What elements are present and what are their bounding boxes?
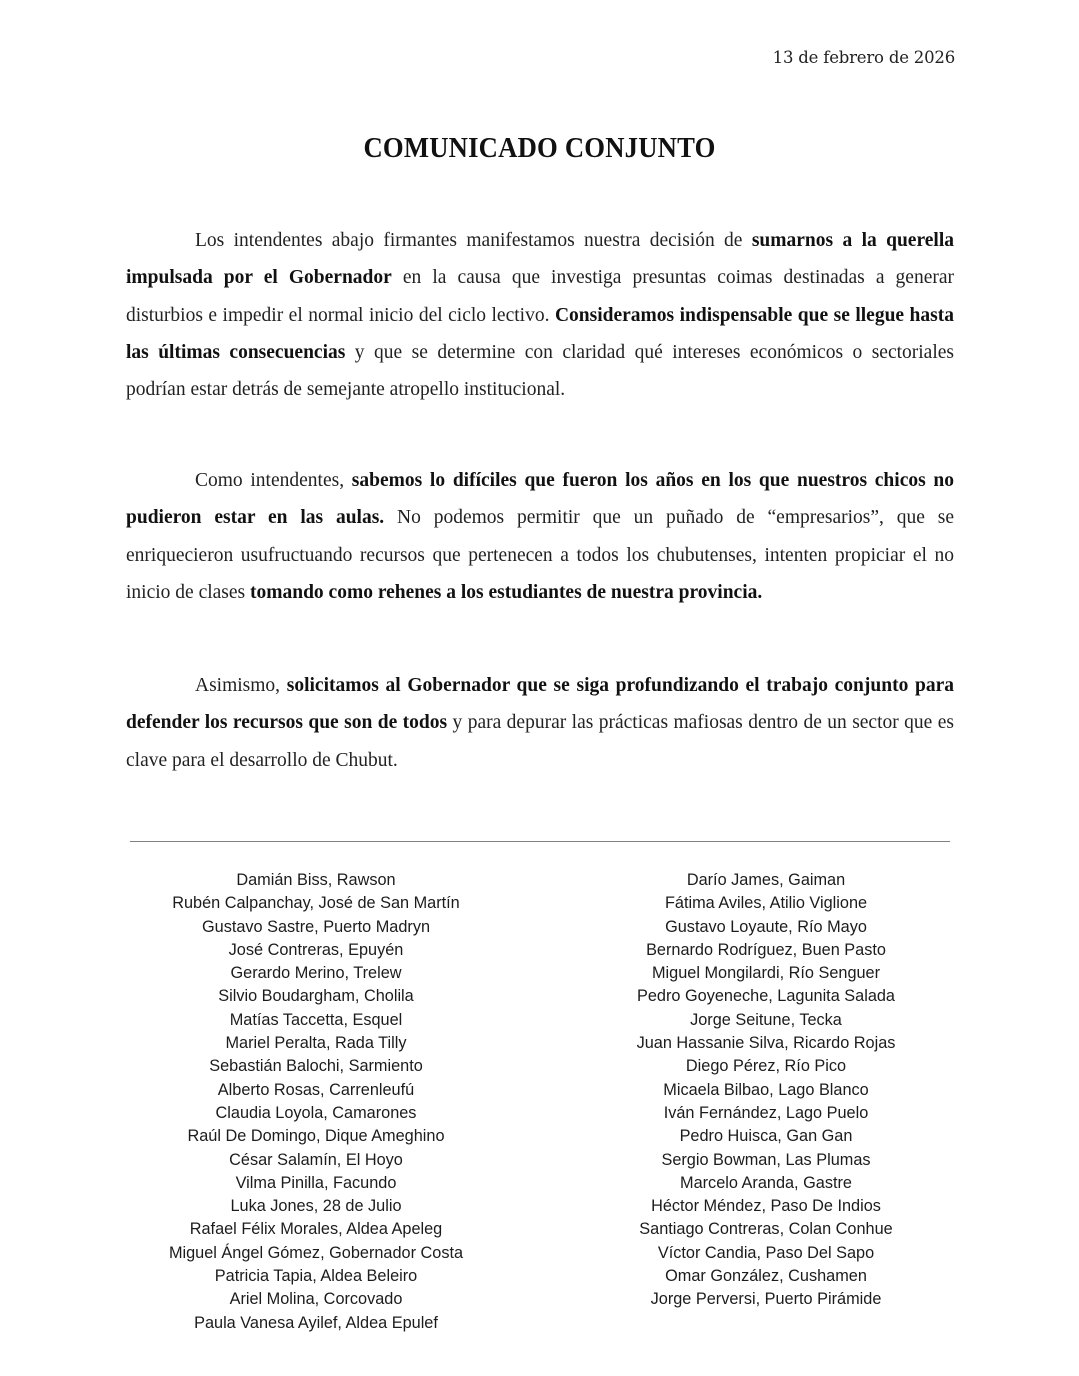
paragraph-text xyxy=(126,667,954,779)
text-segment: y que se determine con claridad qué intereses económicos o sectoriales podrían estar detrás de semejante atropello institucional. xyxy=(126,341,955,401)
signatory: Sergio Bowman, Las Plumas xyxy=(661,1150,871,1169)
signatory: Paula Vanesa Ayilef, Aldea Epulef xyxy=(194,1313,438,1332)
signatory: Miguel Ángel Gómez, Gobernador Costa xyxy=(168,1243,464,1262)
paragraph-text xyxy=(126,222,954,408)
paragraph-3 xyxy=(126,667,954,779)
signatory: Mariel Peralta, Rada Tilly xyxy=(225,1034,407,1053)
signatory: Jorge Perversi, Puerto Pirámide xyxy=(650,1290,882,1309)
signatories-left-column xyxy=(140,869,492,1335)
signatory: Micaela Bilbao, Lago Blanco xyxy=(663,1080,869,1099)
paragraph-2 xyxy=(126,462,954,611)
bold-segment: solicitamos al Gobernador que se siga profundizando el trabajo conjunto para defender los recursos que son de todos xyxy=(126,675,955,734)
signature-divider xyxy=(130,841,950,842)
bold-segment: sumarnos a la querella impulsada por el Gobernador xyxy=(126,230,954,289)
text-segment: Asimismo, xyxy=(195,675,287,696)
text-segment: Como intendentes, xyxy=(195,470,352,491)
bold-segment: tomando como rehenes a los estudiantes de nuestra provincia. xyxy=(250,581,763,603)
text-segment: No podemos permitir que un puñado de “empresarios”, que se enriquecieron usufructuando recursos que pertenecen a todos los chubutenses, intenten propiciar el no inicio de clases xyxy=(126,507,955,603)
signatory: Sebastián Balochi, Sarmiento xyxy=(209,1057,423,1076)
text-segment: y para depurar las prácticas mafiosas dentro de un sector que es clave para el desarrollo de Chubut. xyxy=(126,712,955,771)
signatory: Darío James, Gaiman xyxy=(686,871,846,889)
signatory: Damián Biss, Rawson xyxy=(236,871,396,889)
signatory: Pedro Huisca, Gan Gan xyxy=(679,1127,853,1146)
signatory: Víctor Candia, Paso Del Sapo xyxy=(657,1243,875,1262)
signatory: Iván Fernández, Lago Puelo xyxy=(663,1103,869,1122)
signatory: Bernardo Rodríguez, Buen Pasto xyxy=(646,940,886,959)
signatory: Vilma Pinilla, Facundo xyxy=(235,1173,397,1192)
signatory: Juan Hassanie Silva, Ricardo Rojas xyxy=(636,1034,896,1053)
bold-segment: sabemos lo difíciles que fueron los años en los que nuestros chicos no pudieron estar en las aulas. xyxy=(126,470,954,529)
signatory: Alberto Rosas, Carrenleufú xyxy=(217,1080,415,1099)
text-segment: Los intendentes abajo firmantes manifestamos nuestra decisión de xyxy=(195,230,752,251)
signatories-right-column xyxy=(590,869,942,1312)
signatory: Pedro Goyeneche, Lagunita Salada xyxy=(637,987,895,1006)
bold-segment: Consideramos indispensable que se llegue hasta las últimas consecuencias xyxy=(126,304,954,363)
document-date: 13 de febrero de 2026 xyxy=(772,48,955,67)
signatory: Santiago Contreras, Colan Conhue xyxy=(639,1220,893,1239)
signatory: Gerardo Merino, Trelew xyxy=(230,964,402,983)
signatory: Omar González, Cushamen xyxy=(665,1267,867,1286)
paragraph-1 xyxy=(126,222,954,408)
signatory: Patricia Tapia, Aldea Beleiro xyxy=(214,1267,418,1286)
signatory: José Contreras, Epuyén xyxy=(228,940,404,959)
signatory: Claudia Loyola, Camarones xyxy=(215,1103,417,1122)
signatory: Marcelo Aranda, Gastre xyxy=(680,1173,852,1192)
signatory: Rubén Calpanchay, José de San Martín xyxy=(172,894,460,913)
signatory: Fátima Aviles, Atilio Viglione xyxy=(664,894,868,913)
signatory: Raúl De Domingo, Dique Ameghino xyxy=(187,1127,445,1146)
signatory: Luka Jones, 28 de Julio xyxy=(230,1197,402,1216)
signatory: Héctor Méndez, Paso De Indios xyxy=(651,1197,881,1216)
signatory: Diego Pérez, Río Pico xyxy=(685,1057,847,1076)
paragraph-text xyxy=(126,462,954,611)
document-title: COMUNICADO CONJUNTO xyxy=(363,132,716,164)
signatory: Gustavo Sastre, Puerto Madryn xyxy=(201,917,431,936)
signatory: Jorge Seitune, Tecka xyxy=(690,1010,842,1029)
signatory: Rafael Félix Morales, Aldea Apeleg xyxy=(189,1220,443,1239)
signatory: Gustavo Loyaute, Río Mayo xyxy=(665,917,867,936)
signatory: César Salamín, El Hoyo xyxy=(229,1150,403,1169)
signatory: Matías Taccetta, Esquel xyxy=(229,1010,403,1029)
signatory: Silvio Boudargham, Cholila xyxy=(218,987,414,1006)
text-segment: en la causa que investiga presuntas coimas destinadas a generar disturbios e impedir el normal inicio del ciclo lectivo. xyxy=(126,267,955,326)
signatory: Miguel Mongilardi, Río Senguer xyxy=(651,964,881,983)
signatory: Ariel Molina, Corcovado xyxy=(229,1290,403,1309)
